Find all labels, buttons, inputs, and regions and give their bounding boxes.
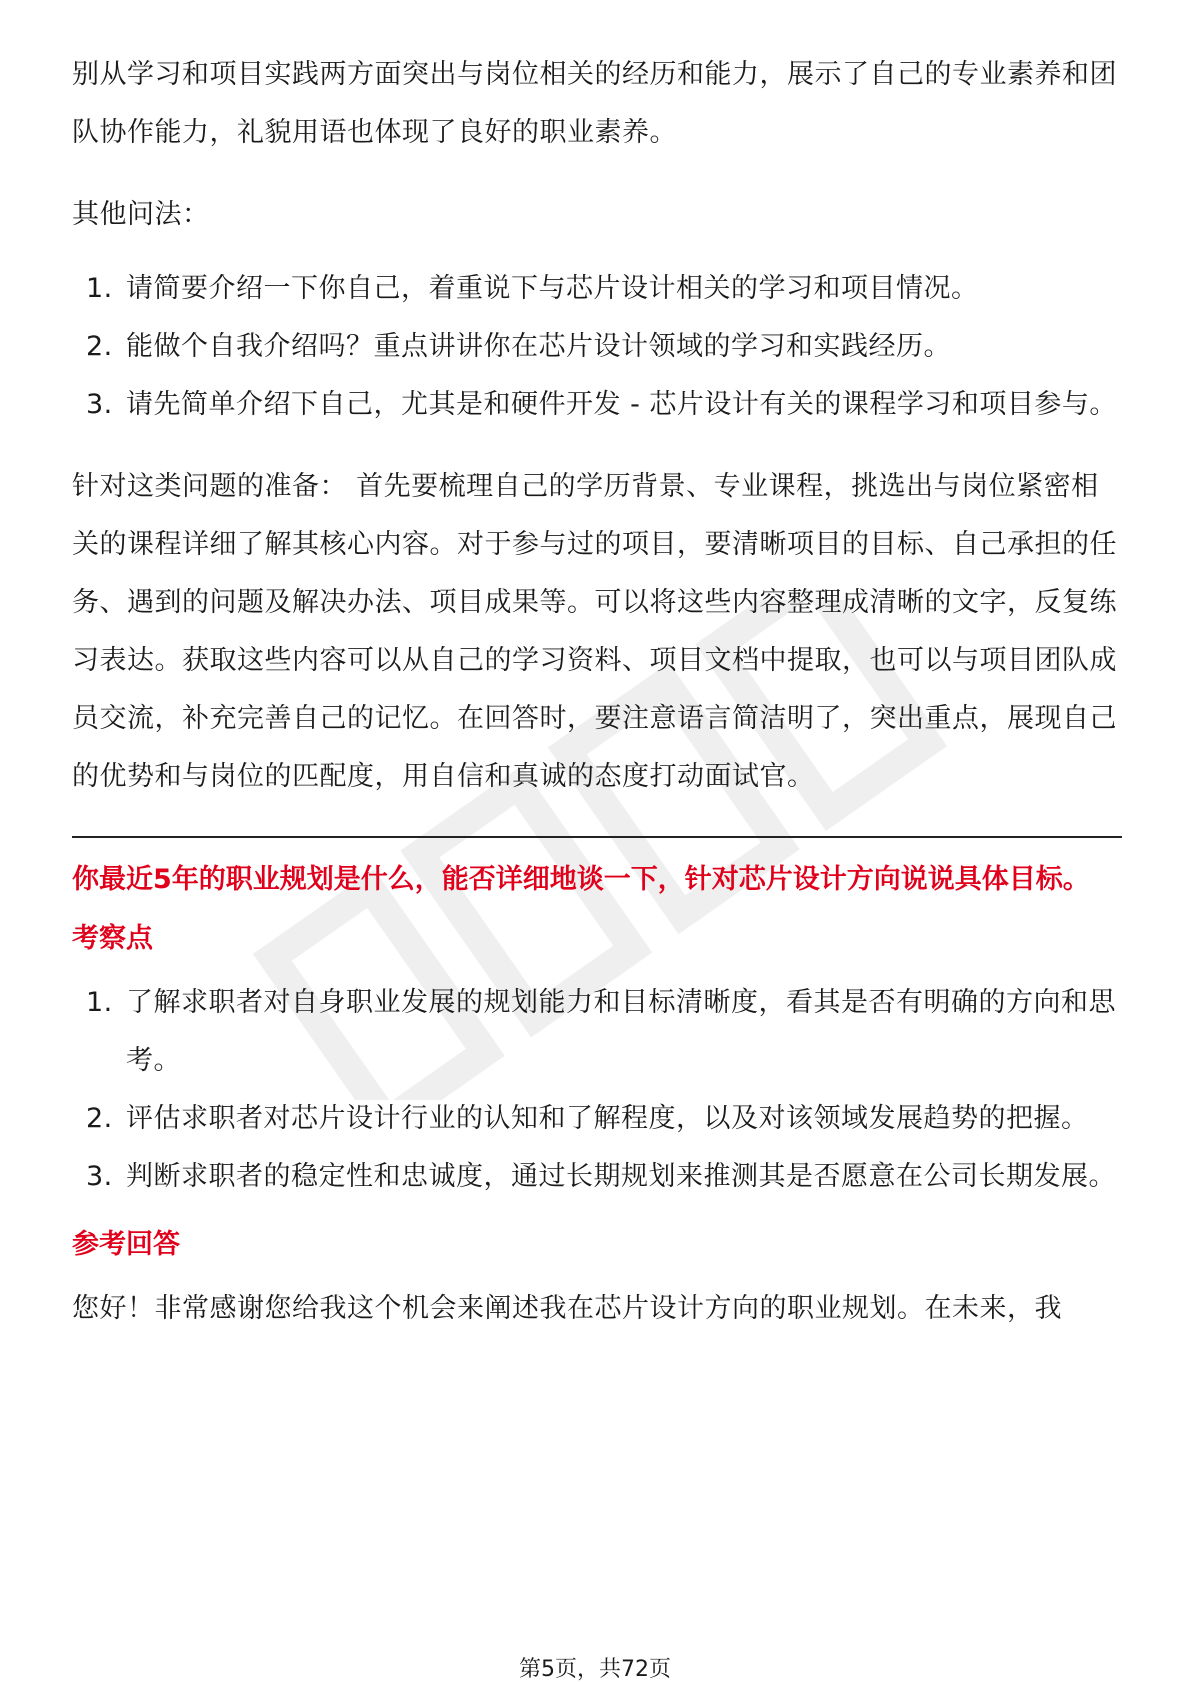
list-item — [72, 1090, 1122, 1148]
reference-heading: 参考回答 — [72, 1229, 180, 1260]
other-asks-label: 其他问法： — [72, 199, 210, 230]
list-item-number: 3. — [86, 1161, 113, 1192]
reference-paragraph: 您好！非常感谢您给我这个机会来阐述我在芯片设计方向的职业规划。在未来，我 — [72, 1293, 1062, 1324]
section-divider — [72, 836, 1122, 838]
preparation-paragraph: 针对这类问题的准备： 首先要梳理自己的学历背景、专业课程，挑选出与岗位紧密相关的课程详细了解其核心内容。对于参与过的项目，要清晰项目的目标、自己承担的任务、遇到的问题及解决办法、项目成果等。可以将这些内容整理成清晰的文字，反复练习表达。获取这些内容可以从自己的学习资料、项目文档中提取，也可以与项目团队成员交流，补充完善自己的记忆。在回答时，要注意语言简洁明了，突出重点，展现自己的优势和与岗位的匹配度，用自信和真诚的态度打动面试官。 — [72, 471, 1117, 792]
main-content — [72, 46, 1122, 1338]
list-item — [72, 376, 1122, 434]
list-item — [72, 318, 1122, 376]
list-item — [72, 1148, 1122, 1206]
list-item-number: 1. — [86, 987, 113, 1018]
list-item-text: 了解求职者对自身职业发展的规划能力和目标清晰度，看其是否有明确的方向和思考。 — [126, 987, 1116, 1076]
list-item — [72, 974, 1122, 1090]
list-item-number: 2. — [86, 1103, 113, 1134]
assessment-list — [72, 974, 1122, 1206]
list-item-text: 请先简单介绍下自己，尤其是和硬件开发 - 芯片设计有关的课程学习和项目参与。 — [126, 389, 1117, 420]
list-item-text: 评估求职者对芯片设计行业的认知和了解程度，以及对该领域发展趋势的把握。 — [126, 1103, 1089, 1134]
list-item-text: 判断求职者的稳定性和忠诚度，通过长期规划来推测其是否愿意在公司长期发展。 — [126, 1161, 1116, 1192]
intro-paragraph: 别从学习和项目实践两方面突出与岗位相关的经历和能力，展示了自己的专业素养和团队协作能力，礼貌用语也体现了良好的职业素养。 — [72, 59, 1117, 148]
interview-question: 你最近5年的职业规划是什么，能否详细地谈一下，针对芯片设计方向说说具体目标。 — [72, 864, 1090, 895]
other-asks-list — [72, 260, 1122, 434]
list-item-number: 1. — [86, 273, 113, 304]
list-item-number: 2. — [86, 331, 113, 362]
list-item — [72, 260, 1122, 318]
assessment-heading: 考察点 — [72, 923, 153, 954]
list-item-text: 能做个自我介绍吗？重点讲讲你在芯片设计领域的学习和实践经历。 — [126, 331, 951, 362]
list-item-number: 3. — [86, 389, 113, 420]
list-item-text: 请简要介绍一下你自己，着重说下与芯片设计相关的学习和项目情况。 — [126, 273, 979, 304]
page-number: 第5页，共72页 — [519, 1657, 671, 1682]
